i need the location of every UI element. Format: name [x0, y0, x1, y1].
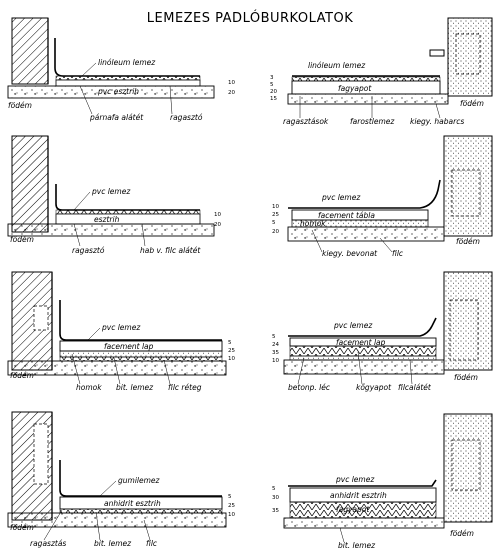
- p1-dim-1: 10: [228, 80, 235, 86]
- p7-bottom-label-1: ragasztás: [30, 539, 67, 548]
- p5-bottom-label-3: filc réteg: [168, 383, 202, 392]
- p3-dim-2: 20: [214, 222, 221, 228]
- p4-layer-text-2: homok: [300, 219, 326, 228]
- p2-bottom-label-2: farostlemez: [350, 117, 395, 126]
- p7-top-label: gumilemez: [118, 476, 160, 485]
- p4-dim-4: 20: [272, 229, 279, 235]
- p8-side-label: födém: [450, 529, 474, 538]
- p5-dim-3: 10: [228, 356, 235, 362]
- p4-bottom-label-2: filc: [392, 249, 404, 258]
- p6-layer-text: facement lap: [336, 338, 386, 347]
- p1-bottom-label-2: ragasztó: [170, 113, 203, 122]
- p5-bottom-label-2: bit. lemez: [116, 383, 154, 392]
- p2-top-label: linóleum lemez: [308, 61, 366, 70]
- p7-dim-1: 5: [228, 494, 232, 500]
- p4-side-label: födém: [456, 237, 480, 246]
- p7-dim-3: 10: [228, 512, 235, 518]
- p8-layer-text-1: anhidrit esztrih: [330, 491, 387, 500]
- p4-layer-text-1: facement tábla: [318, 211, 375, 220]
- p7-layer-text: anhidrit esztrih: [104, 499, 161, 508]
- p8-top-label: pvc lemez: [336, 475, 375, 484]
- detail-panel-1: [8, 18, 235, 122]
- detail-panel-8: [272, 414, 492, 550]
- p6-bottom-label-3: filcalátét: [398, 383, 431, 392]
- p5-bottom-label-1: homok: [76, 383, 102, 392]
- p3-bottom-label-2: hab v. filc alátét: [140, 246, 201, 255]
- p3-top-label: pvc lemez: [92, 187, 131, 196]
- detail-panel-6: [272, 272, 492, 392]
- detail-panel-5: [8, 272, 235, 392]
- p6-side-label: födém: [454, 373, 478, 382]
- p1-side-label: födém: [8, 101, 32, 110]
- p4-dim-2: 25: [272, 212, 279, 218]
- p3-dim-1: 10: [214, 212, 221, 218]
- p5-top-label: pvc lemez: [102, 323, 141, 332]
- p7-bottom-label-3: filc: [146, 539, 158, 548]
- p7-bottom-label-2: bit. lemez: [94, 539, 132, 548]
- p2-dim-2: 5: [270, 82, 274, 88]
- p1-layer-text: pvc esztrih: [98, 87, 140, 96]
- p4-dim-1: 10: [272, 204, 279, 210]
- p6-dim-1: 5: [272, 334, 276, 340]
- p4-bottom-label-1: kiegy. bevonat: [322, 249, 378, 258]
- p5-dim-1: 5: [228, 340, 232, 346]
- p1-dim-2: 20: [228, 90, 235, 96]
- p6-bottom-label-2: kőgyapot: [356, 383, 392, 392]
- p5-dim-2: 25: [228, 348, 235, 354]
- p6-top-label: pvc lemez: [334, 321, 373, 330]
- detail-panel-2: [270, 18, 492, 126]
- p2-dim-4: 15: [270, 96, 277, 102]
- detail-panel-4: [272, 136, 492, 258]
- detail-panel-7: [8, 412, 235, 548]
- p6-dim-2: 24: [272, 342, 279, 348]
- p6-bottom-label-1: betonp. léc: [288, 383, 331, 392]
- detail-panel-3: [8, 136, 221, 255]
- p8-dim-2: 30: [272, 495, 279, 501]
- p5-side-label: födém: [10, 371, 34, 380]
- p2-dim-3: 20: [270, 89, 277, 95]
- p8-layer-text-2: fagyapot: [336, 505, 370, 514]
- p6-dim-4: 10: [272, 358, 279, 364]
- p4-dim-3: 5: [272, 220, 276, 226]
- p7-dim-2: 25: [228, 503, 235, 509]
- p2-dim-1: 3: [270, 75, 274, 81]
- p8-dim-3: 35: [272, 508, 279, 514]
- p3-side-label: födém: [10, 235, 34, 244]
- p5-layer-text: facement lap: [104, 342, 154, 351]
- p8-bottom-label-1: bit. lemez: [338, 541, 376, 550]
- sheet-title: LEMEZES PADLÓBURKOLATOK: [146, 11, 354, 26]
- p8-dim-1: 5: [272, 486, 276, 492]
- p6-dim-3: 35: [272, 350, 279, 356]
- p2-bottom-label-3: kiegy. habarcs: [410, 117, 465, 126]
- p2-layer-text: fagyapot: [338, 84, 372, 93]
- p3-bottom-label-1: ragasztó: [72, 246, 105, 255]
- p4-top-label: pvc lemez: [322, 193, 361, 202]
- p2-bottom-label-1: ragasztások: [283, 117, 329, 126]
- p2-side-label: födém: [460, 99, 484, 108]
- p3-layer-text: esztrih: [94, 215, 120, 224]
- p1-top-label: linóleum lemez: [98, 58, 156, 67]
- p1-bottom-label-1: párnafa alátét: [90, 113, 144, 122]
- p7-side-label: födém: [10, 523, 34, 532]
